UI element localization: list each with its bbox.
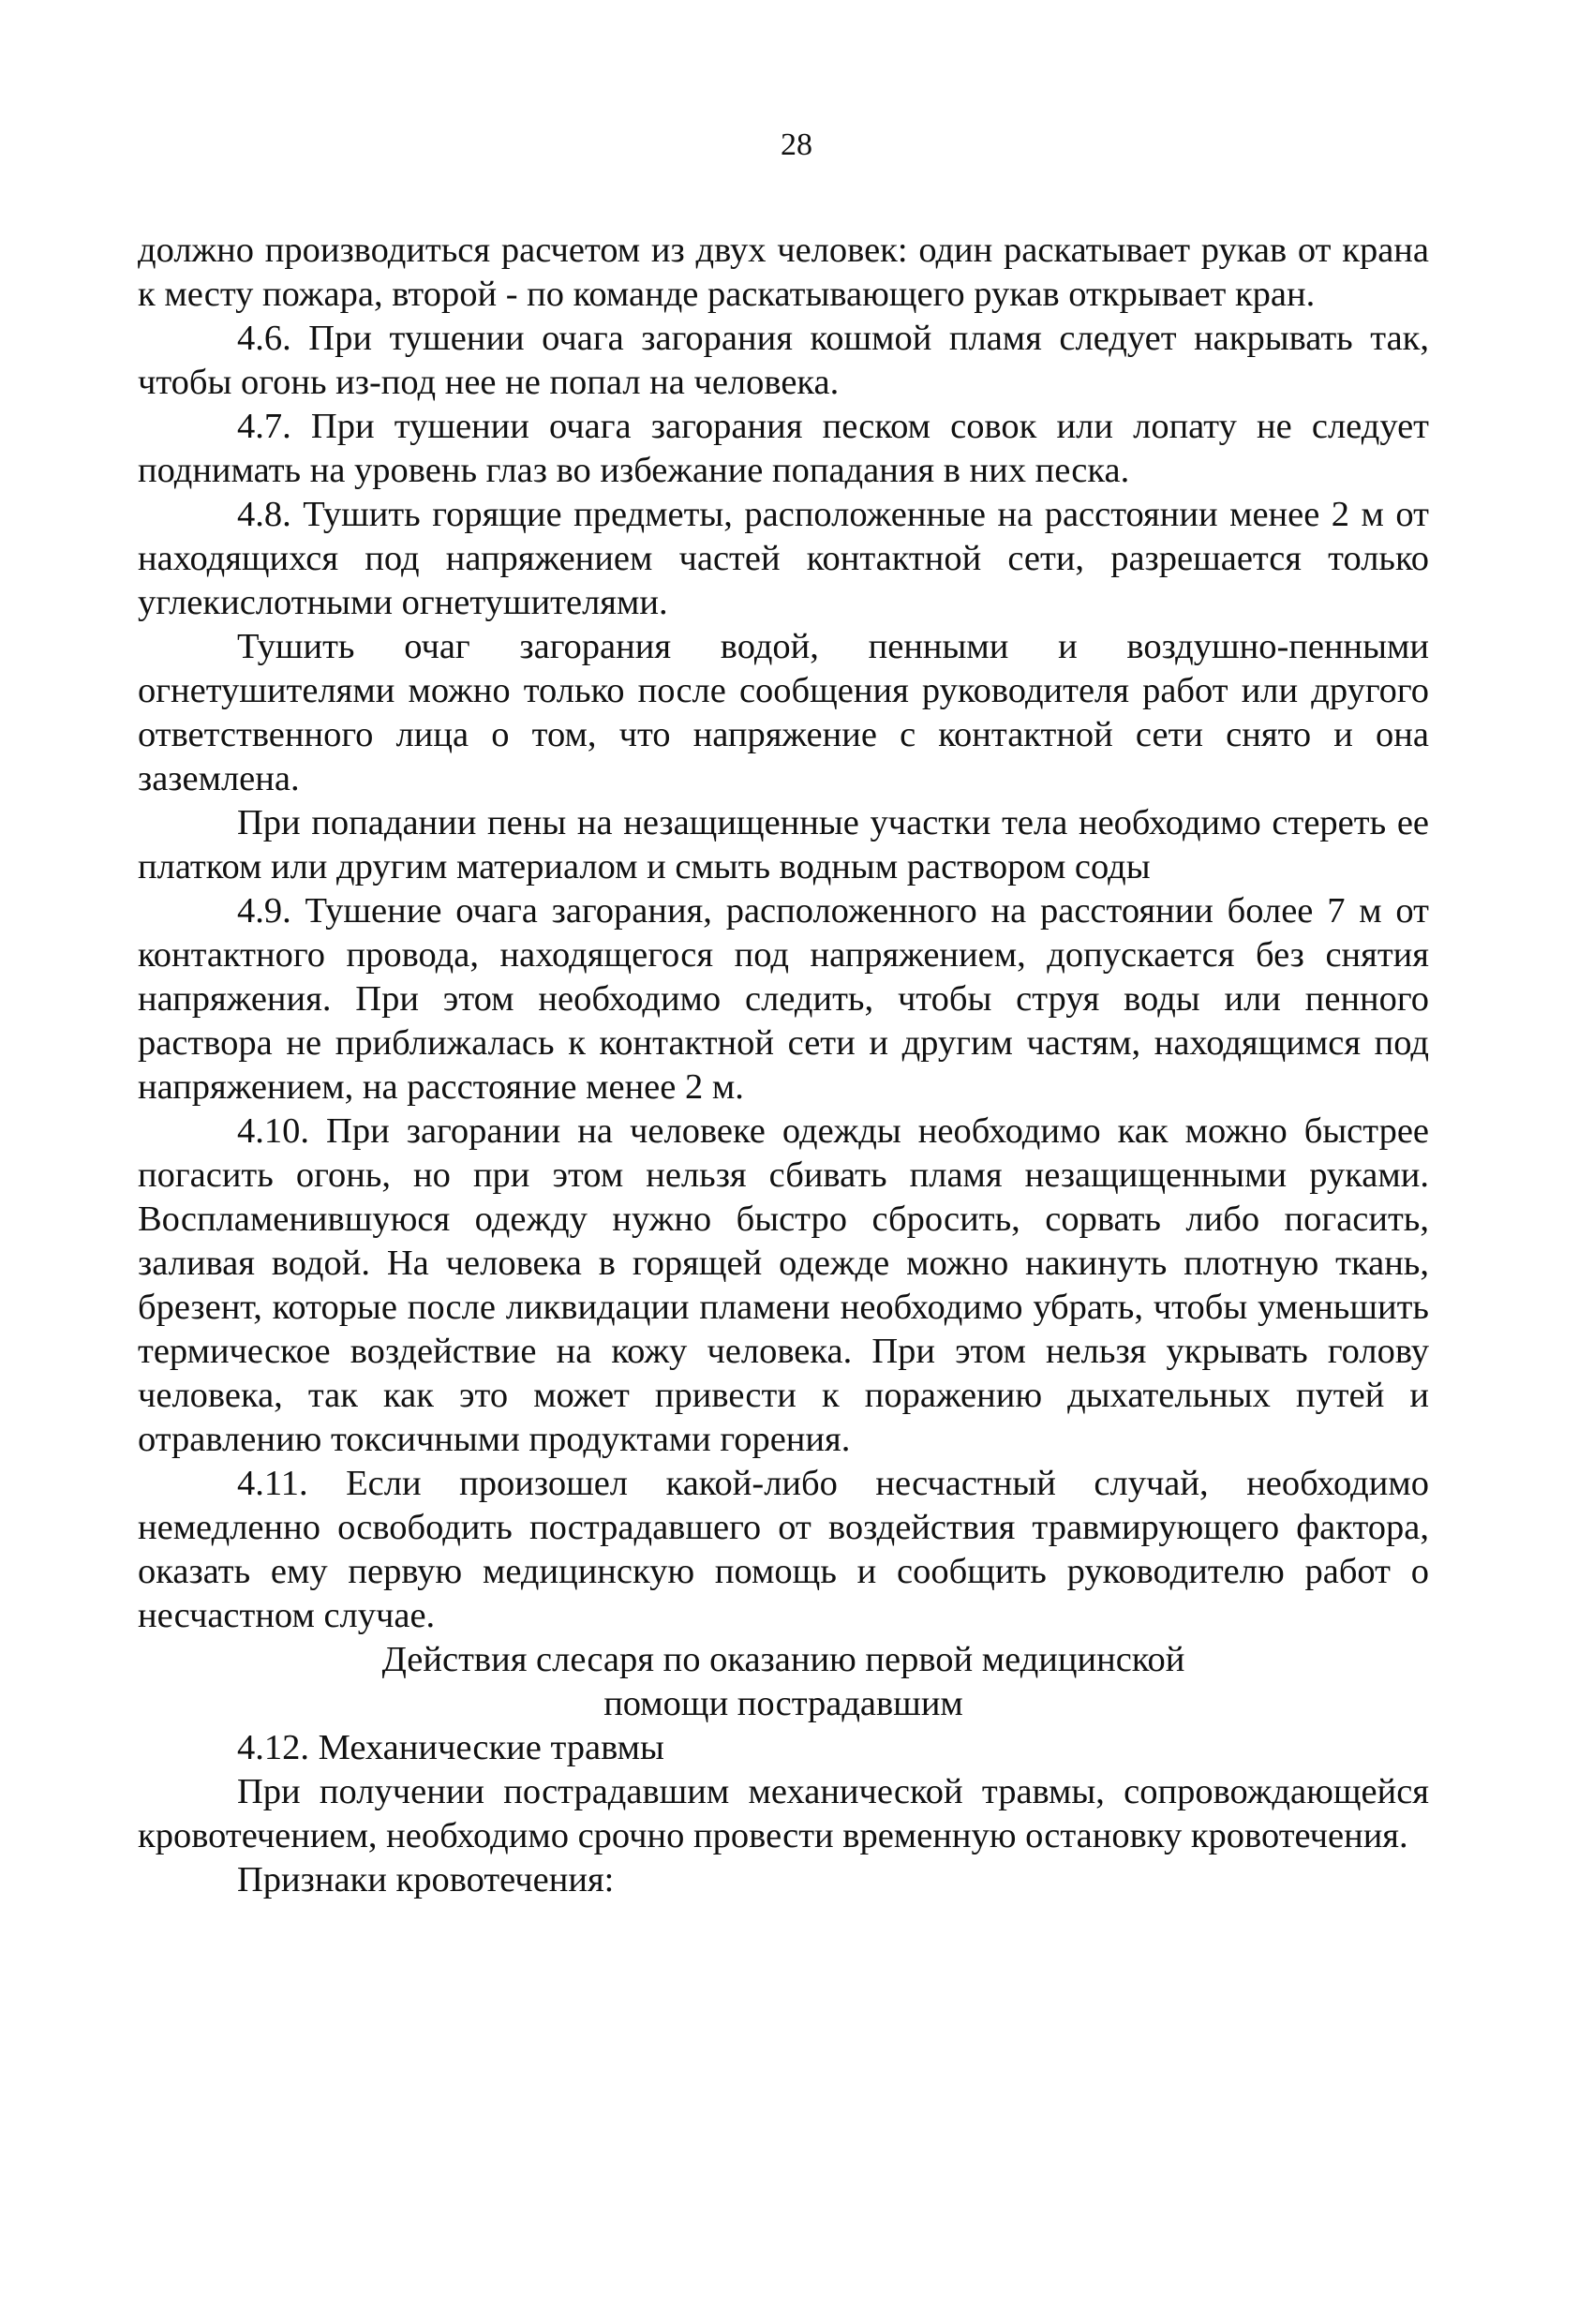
section-heading xyxy=(138,1638,1429,1726)
paragraph-4-11: 4.11. Если произошел какой-либо несчастный случай, необходимо немедленно освободить пострадавшего от воздействия травмирующего фактора, оказать ему первую медицинскую помощь и сообщить руководителю работ о несчастном случае. xyxy=(138,1464,1429,1635)
paragraph-4-7: 4.7. При тушении очага загорания песком совок или лопату не следует поднимать на уровень глаз во избежание попадания в них песка. xyxy=(138,407,1429,490)
paragraph-mechanical-trauma: При получении пострадавшим механической травмы, сопровождающейся кровотечением, необходимо срочно провести временную остановку кровотечения. xyxy=(138,1772,1429,1855)
paragraph-4-6: 4.6. При тушении очага загорания кошмой пламя следует накрывать так, чтобы огонь из-под нее не попал на человека. xyxy=(138,319,1429,402)
paragraph-4-12-title: 4.12. Механические травмы xyxy=(237,1728,664,1767)
paragraph-4-10: 4.10. При загорании на человеке одежды необходимо как можно быстрее погасить огонь, но при этом нельзя сбивать пламя незащищенными руками. Воспламенившуюся одежду нужно быстро сбросить, сорвать либо погасить, заливая водой. На человека в горящей одежде можно накинуть плотную ткань, брезент, которые после ликвидации пламени необходимо убрать, чтобы уменьшить термическое воздействие на кожу человека. При этом нельзя укрывать голову человека, так как это может привести к поражению дыхательных путей и отравлению токсичными продуктами горения. xyxy=(138,1111,1429,1459)
page-number: 28 xyxy=(781,127,812,162)
document-body xyxy=(138,229,1429,1902)
section-heading-line-1: Действия слесаря по оказанию первой медицинской xyxy=(381,1640,1185,1679)
section-heading-line-2: помощи пострадавшим xyxy=(603,1684,963,1723)
paragraph-4-9: 4.9. Тушение очага загорания, расположенного на расстоянии более 7 м от контактного провода, находящегося под напряжением, допускается без снятия напряжения. При этом необходимо следить, чтобы струя воды или пенного раствора не приближалась к контактной сети и другим частям, находящимся под напряжением, на расстояние менее 2 м. xyxy=(138,891,1429,1107)
paragraph-foam-on-skin: При попадании пены на незащищенные участки тела необходимо стереть ее платком или другим материалом и смыть водным раствором соды xyxy=(138,803,1429,886)
paragraph-continuation: должно производиться расчетом из двух человек: один раскатывает рукав от крана к месту пожара, второй - по команде раскатывающего рукав открывает кран. xyxy=(138,231,1429,314)
paragraph-bleeding-signs: Признаки кровотечения: xyxy=(237,1860,615,1899)
paragraph-extinguish-water-foam: Тушить очаг загорания водой, пенными и воздушно-пенными огнетушителями можно только после сообщения руководителя работ или другого ответственного лица о том, что напряжение с контактной сети снято и она заземлена. xyxy=(138,627,1429,798)
paragraph-4-8: 4.8. Тушить горящие предметы, расположенные на расстоянии менее 2 м от находящихся под напряжением частей контактной сети, разрешается только углекислотными огнетушителями. xyxy=(138,495,1429,622)
